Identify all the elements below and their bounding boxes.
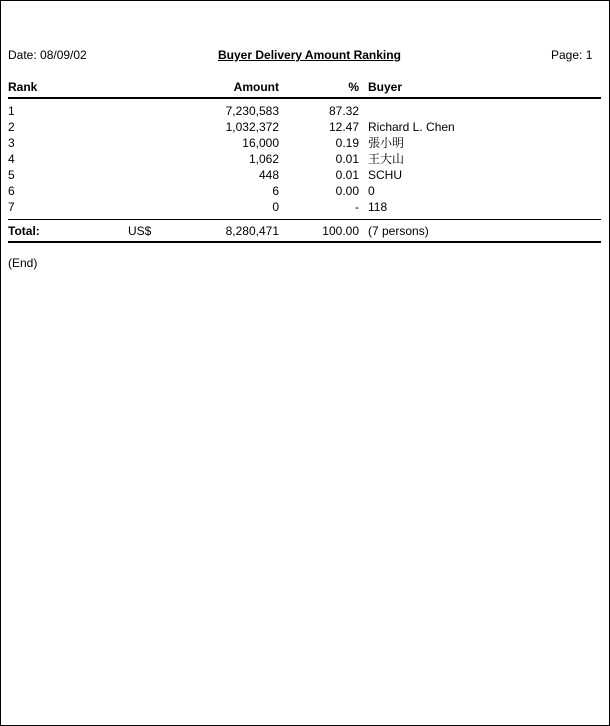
column-header-percent: % (348, 80, 359, 94)
percent-cell: 0.00 (335, 184, 359, 198)
total-amount: 8,280,471 (225, 224, 279, 238)
percent-cell: 0.01 (335, 168, 359, 182)
column-header-rank: Rank (8, 80, 38, 94)
rank-cell: 2 (8, 120, 15, 134)
header-rule (8, 97, 601, 99)
column-header-amount: Amount (233, 80, 279, 94)
rank-cell: 3 (8, 136, 15, 150)
percent-cell: - (355, 200, 359, 214)
buyer-cell: 118 (368, 200, 388, 214)
amount-cell: 1,062 (248, 152, 279, 166)
amount-cell: 6 (272, 184, 279, 198)
buyer-cell: 0 (368, 184, 375, 198)
amount-cell: 0 (272, 200, 279, 214)
amount-cell: 1,032,372 (225, 120, 279, 134)
column-header-buyer: Buyer (368, 80, 403, 94)
buyer-cell: SCHU (368, 168, 403, 182)
amount-cell: 16,000 (242, 136, 279, 150)
buyer-cell: 王大山 (368, 152, 405, 166)
percent-cell: 87.32 (328, 104, 359, 118)
total-rule-top (8, 219, 601, 220)
total-rule-bottom (8, 241, 601, 243)
buyer-cell: 張小明 (368, 136, 405, 150)
total-percent: 100.00 (322, 224, 359, 238)
report-date: Date: 08/09/02 (8, 48, 87, 62)
rank-cell: 4 (8, 152, 15, 166)
rank-cell: 1 (8, 104, 15, 118)
rank-cell: 7 (8, 200, 15, 214)
report-title: Buyer Delivery Amount Ranking (218, 48, 401, 62)
rank-cell: 5 (8, 168, 15, 182)
report-end: (End) (8, 256, 38, 270)
percent-cell: 0.01 (335, 152, 359, 166)
rank-cell: 6 (8, 184, 15, 198)
page-number: Page: 1 (551, 48, 593, 62)
total-buyer-count: (7 persons) (368, 224, 429, 238)
percent-cell: 12.47 (328, 120, 359, 134)
amount-cell: 7,230,583 (225, 104, 279, 118)
total-label: Total: (8, 224, 40, 238)
amount-cell: 448 (258, 168, 279, 182)
total-currency: US$ (128, 224, 152, 238)
buyer-cell: Richard L. Chen (368, 120, 455, 134)
percent-cell: 0.19 (335, 136, 359, 150)
